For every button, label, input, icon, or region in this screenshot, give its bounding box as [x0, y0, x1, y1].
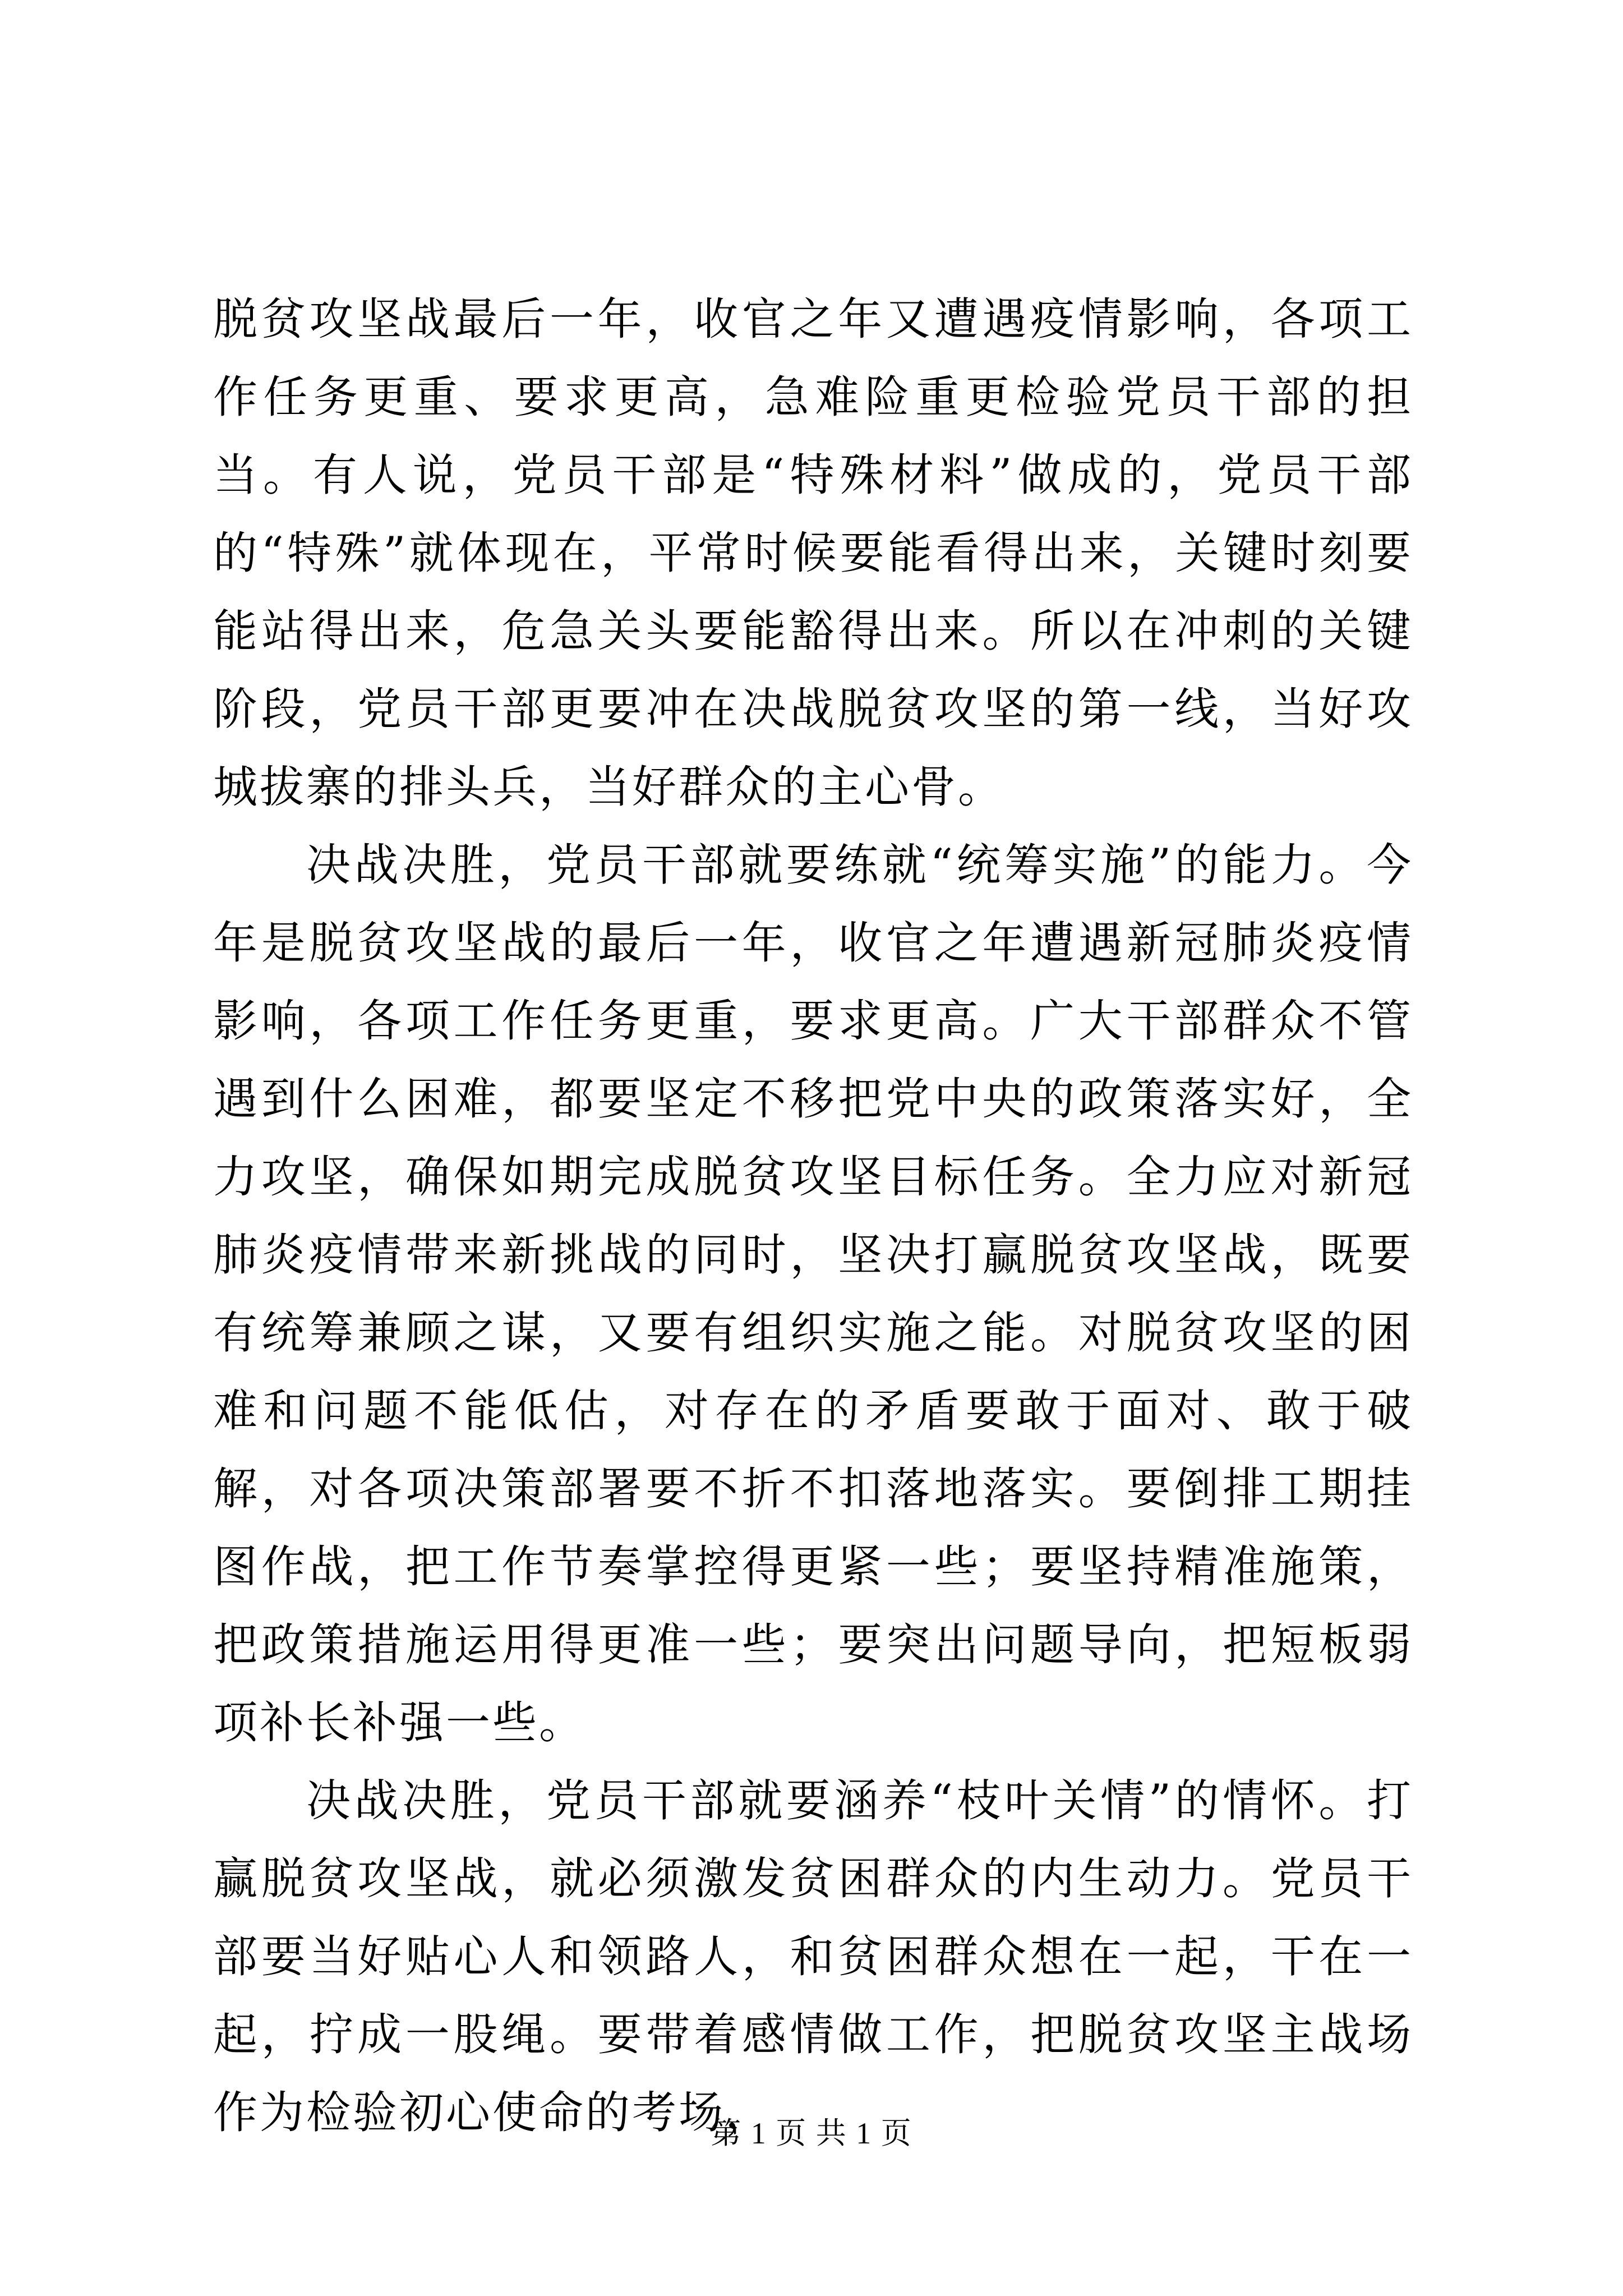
- paragraph-1: 脱贫攻坚战最后一年，收官之年又遭遇疫情影响，各项工作任务更重、要求更高，急难险重更检验党员干部的担当。有人说，党员干部是“特殊材料”做成的，党员干部的“特殊”就体现在，平常时候要能看得出来，关键时刻要能站得出来，危急关头要能豁得出来。所以在冲刺的关键阶段，党员干部更要冲在决战脱贫攻坚的第一线，当好攻城拔寨的排头兵，当好群众的主心骨。: [213, 293, 1413, 813]
- paragraph-3: 决战决胜，党员干部就要涵养“枝叶关情”的情怀。打赢脱贫攻坚战，就必须激发贫困群众的内生动力。党员干部要当好贴心人和领路人，和贫困群众想在一起，干在一起，拧成一股绳。要带着感情做工作，把脱贫攻坚主战场作为检验初心使命的考场，: [213, 1775, 1413, 2138]
- page-footer: [0, 2109, 1623, 2152]
- page-number-label: 第 1 页 共 1 页: [711, 2116, 912, 2150]
- paragraph-2: 决战决胜，党员干部就要练就“统筹实施”的能力。今年是脱贫攻坚战的最后一年，收官之年遭遇新冠肺炎疫情影响，各项工作任务更重，要求更高。广大干部群众不管遇到什么困难，都要坚定不移把党中央的政策落实好，全力攻坚，确保如期完成脱贫攻坚目标任务。全力应对新冠肺炎疫情带来新挑战的同时，坚决打赢脱贫攻坚战，既要有统筹兼顾之谋，又要有组织实施之能。对脱贫攻坚的困难和问题不能低估，对存在的矛盾要敢于面对、敢于破解，对各项决策部署要不折不扣落地落实。要倒排工期挂图作战，把工作节奏掌控得更紧一些；要坚持精准施策，把政策措施运用得更准一些；要突出问题导向，把短板弱项补长补强一些。: [213, 839, 1413, 1749]
- document-body: [213, 280, 1413, 2152]
